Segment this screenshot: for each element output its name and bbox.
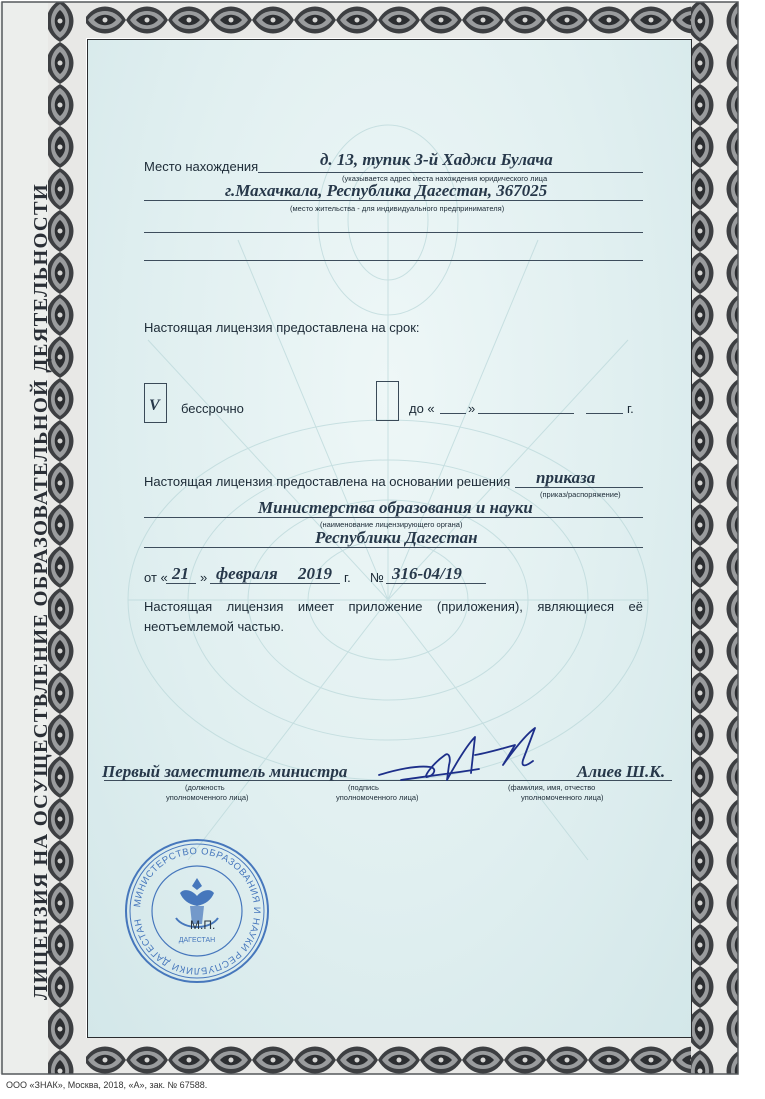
- location-street: д. 13, тупик 3-й Хаджи Булача: [320, 150, 553, 169]
- location-label: Место нахождения: [144, 159, 259, 174]
- signatory-position: Первый заместитель министра: [102, 762, 348, 781]
- name-caption-1: (фамилия, имя, отчество: [508, 783, 596, 792]
- decision-label: Настоящая лицензия предоставлена на основании решения: [144, 474, 511, 489]
- decision-day: 21: [172, 564, 189, 583]
- indefinite-label: бессрочно: [181, 401, 244, 416]
- decision-month: февраля: [216, 564, 278, 583]
- blank-line-2: [144, 260, 643, 261]
- location-city: г.Махачкала, Республика Дагестан, 367025: [225, 181, 548, 200]
- decision-type: приказа: [536, 468, 596, 487]
- stamp-center-text: ДАГЕСТАН: [178, 937, 216, 944]
- location-caption-1: (указывается адрес места нахождения юридического лица: [342, 174, 548, 183]
- sign-caption-2: уполномоченного лица): [336, 793, 419, 802]
- date-year-suffix: г.: [344, 570, 351, 585]
- handwritten-signature: [375, 725, 550, 790]
- name-caption-2: уполномоченного лица): [521, 793, 604, 802]
- date-prefix: от «: [144, 570, 168, 585]
- until-month-line: [478, 413, 574, 414]
- check-mark: V: [149, 397, 160, 414]
- position-caption-2: уполномоченного лица): [166, 793, 249, 802]
- position-caption-1: (должность: [185, 783, 225, 792]
- mp-label: М.П.: [190, 918, 216, 932]
- blank-line-1: [144, 232, 643, 233]
- decision-number: 316-04/19: [392, 564, 462, 583]
- until-checkbox[interactable]: [376, 381, 399, 421]
- location-line-1: [258, 172, 643, 173]
- until-label: до «: [409, 401, 435, 416]
- organ-caption: (наименование лицензирующего органа): [320, 520, 463, 529]
- number-label: №: [370, 570, 384, 585]
- until-day-line: [440, 413, 466, 414]
- printer-footer: ООО «ЗНАК», Москва, 2018, «А», зак. № 67588.: [6, 1080, 208, 1090]
- date-mid: »: [200, 570, 208, 585]
- location-caption-2: (место жительства - для индивидуального предпринимателя): [290, 204, 505, 213]
- official-stamp: [118, 838, 276, 984]
- term-label: Настоящая лицензия предоставлена на срок:: [144, 320, 420, 335]
- decision-type-caption: (приказ/распоряжение): [540, 490, 621, 499]
- side-title: ЛИЦЕНЗИЯ НА ОСУЩЕСТВЛЕНИЕ ОБРАЗОВАТЕЛЬНОЙ ДЕЯТЕЛЬНОСТИ: [30, 183, 52, 1000]
- stamp-ring-text: МИНИСТЕРСТВО ОБРАЗОВАНИЯ И НАУКИ РЕСПУБЛИКИ ДАГЕСТАН: [132, 845, 263, 977]
- organ-name-2: Республики Дагестан: [315, 528, 478, 547]
- appendix-text: Настоящая лицензия имеет приложение (приложения), являющиеся её неотъемлемой частью.: [144, 599, 643, 634]
- until-close: »: [468, 401, 476, 416]
- until-year-line: [586, 413, 623, 414]
- until-year-suffix: г.: [627, 401, 634, 416]
- decision-year: 2019: [298, 564, 332, 583]
- sign-caption-1: (подпись: [348, 783, 379, 792]
- signatory-name: Алиев Ш.К.: [577, 762, 666, 781]
- organ-name-1: Министерства образования и науки: [258, 498, 533, 517]
